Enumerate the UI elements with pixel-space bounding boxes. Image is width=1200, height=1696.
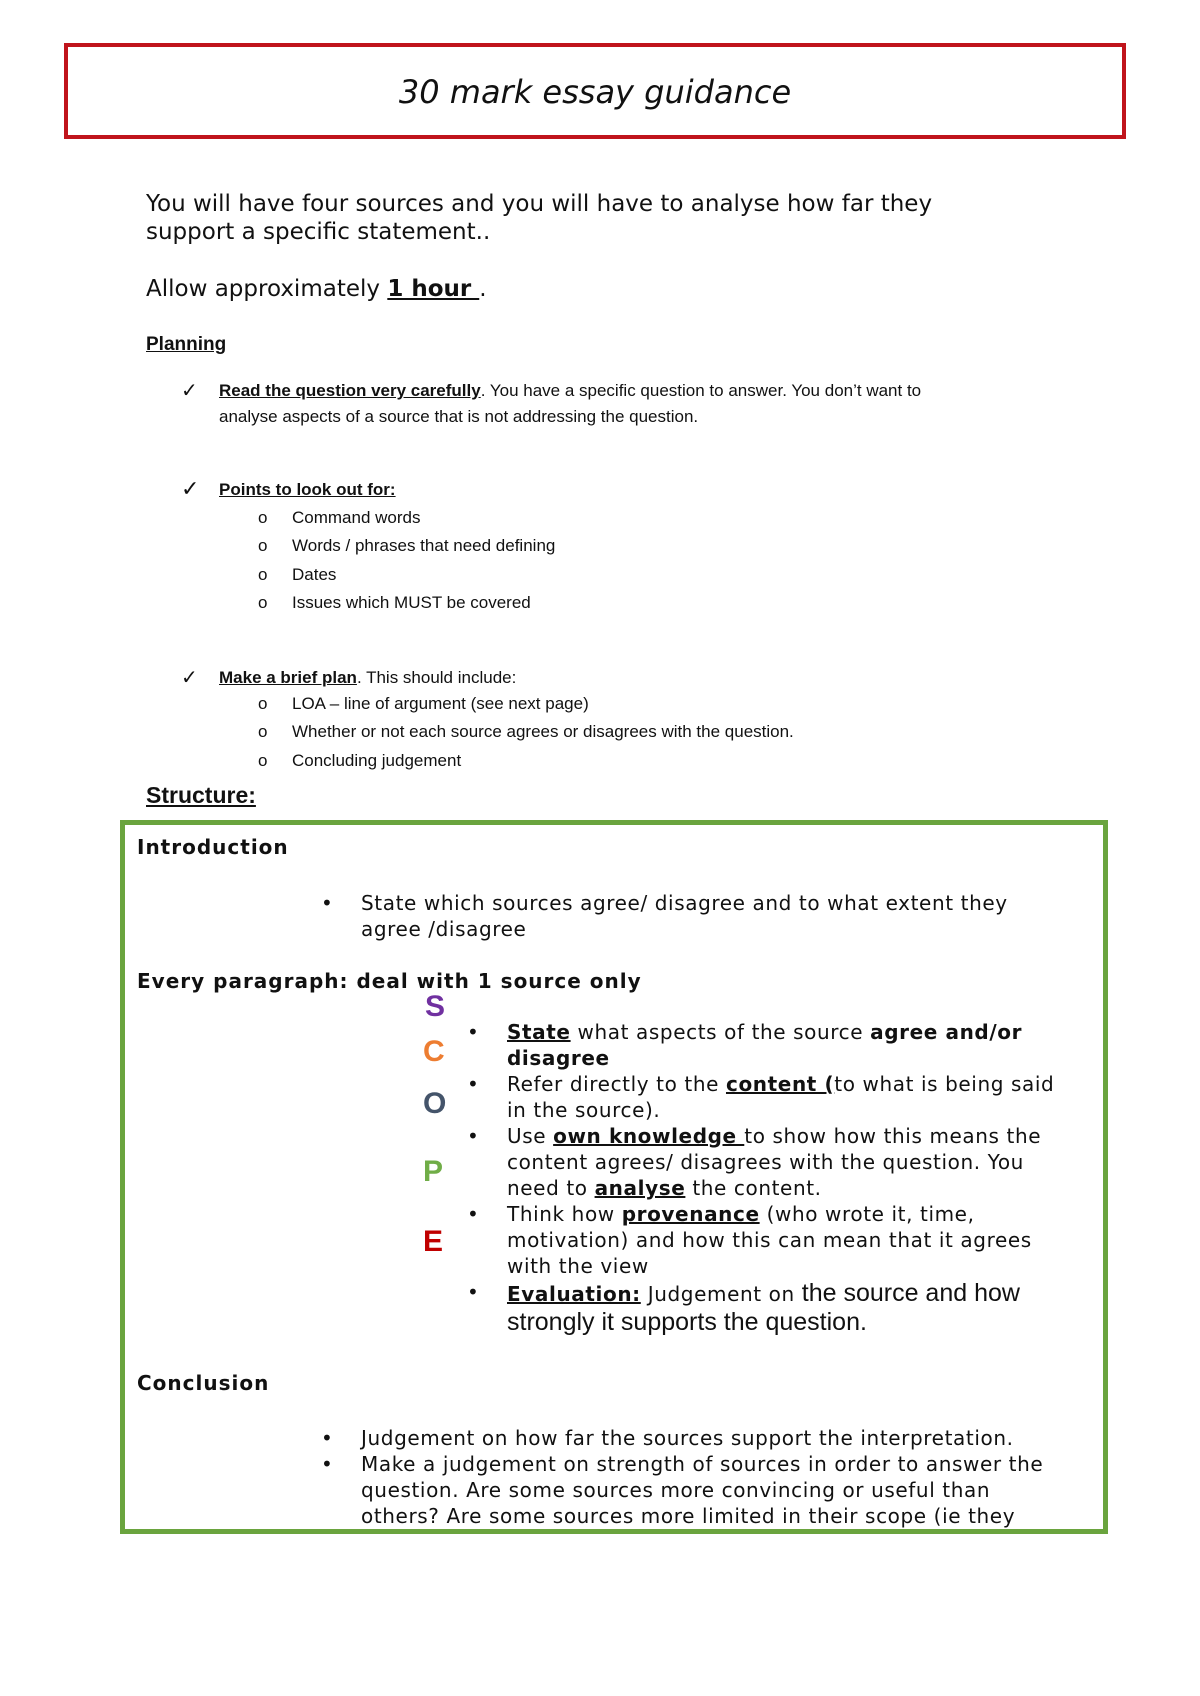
keyword: content (: [725, 1072, 835, 1096]
sub-bullet-icon: o: [258, 536, 268, 555]
intro-line-1: You will have four sources and you will have to analyse how far they: [146, 191, 933, 217]
bullet-icon: •: [321, 1452, 334, 1476]
text-line: Make a judgement on strength of sources in order to answer the: [361, 1452, 1044, 1476]
sub-bullet-icon: o: [258, 722, 268, 741]
title-box: [64, 43, 1126, 139]
scope-content-item: [507, 1071, 1107, 1123]
structure-heading: Structure:: [146, 782, 256, 808]
check-icon: ✓: [181, 378, 198, 402]
text-large: the source and how: [801, 1279, 1020, 1307]
planning-heading: Planning: [146, 334, 227, 355]
text-bold: disagree: [507, 1046, 610, 1070]
list-item: Whether or not each source agrees or disagrees with the question.: [292, 722, 794, 741]
step-lead: Make a brief plan: [219, 668, 357, 687]
keyword: State: [507, 1020, 571, 1044]
text-fragment: need to: [507, 1176, 595, 1200]
conclusion-bullet: Judgement on how far the sources support the interpretation.: [361, 1426, 1014, 1450]
scope-provenance-item: [507, 1201, 1107, 1279]
list-item: Command words: [292, 508, 421, 527]
sub-bullet-icon: o: [258, 508, 268, 527]
keyword: Evaluation:: [507, 1282, 641, 1306]
keyword: own knowledge: [553, 1124, 745, 1148]
sub-bullet-icon: o: [258, 694, 268, 713]
check-icon: ✓: [181, 665, 198, 689]
bullet-icon: •: [467, 1072, 480, 1096]
text-fragment: what aspects of the source: [570, 1020, 871, 1044]
planning-step-read-question: [219, 378, 1099, 430]
scope-letter-s: S: [425, 990, 446, 1023]
intro-paragraph: [146, 190, 1046, 246]
text-line: others? Are some sources more limited in their scope (ie they: [361, 1504, 1016, 1528]
bullet-icon: •: [467, 1202, 480, 1226]
list-item: LOA – line of argument (see next page): [292, 694, 589, 713]
text-line: content agrees/ disagrees with the question. You: [507, 1150, 1024, 1174]
text-fragment: the content.: [685, 1176, 822, 1200]
planning-step-plan: [219, 665, 516, 691]
step-text-line-2: analyse aspects of a source that is not addressing the question.: [219, 407, 699, 426]
list-item: Issues which MUST be covered: [292, 593, 531, 612]
scope-evaluation-item: [507, 1279, 1107, 1336]
keyword: analyse: [594, 1176, 686, 1200]
check-icon: ✓: [181, 477, 200, 502]
text-line: State which sources agree/ disagree and to what extent they: [361, 891, 1008, 915]
text-fragment: to show how this means the: [744, 1124, 1042, 1148]
keyword: provenance: [621, 1202, 760, 1226]
list-item: Words / phrases that need defining: [292, 536, 556, 555]
time-allowance: [146, 276, 487, 302]
sub-bullet-icon: o: [258, 565, 268, 584]
text-fragment: Think how: [507, 1202, 622, 1226]
text-line: agree /disagree: [361, 917, 527, 941]
bullet-icon: •: [467, 1280, 480, 1304]
paragraph-heading: Every paragraph: deal with 1 source only: [137, 969, 642, 993]
bullet-icon: •: [467, 1124, 480, 1148]
conclusion-heading: Conclusion: [137, 1371, 270, 1395]
text-line: in the source).: [507, 1098, 661, 1122]
scope-state-item: [507, 1019, 1107, 1071]
list-item: Concluding judgement: [292, 751, 462, 770]
planning-step-points: [219, 477, 396, 503]
scope-letter-c: C: [423, 1035, 445, 1068]
text-fragment: Use: [507, 1124, 554, 1148]
scope-letter-p: P: [423, 1155, 444, 1188]
page-title: 30 mark essay guidance: [398, 73, 792, 111]
allow-suffix: .: [479, 276, 487, 302]
introduction-bullet: [361, 890, 1081, 942]
text-fragment: to what is being said: [834, 1072, 1055, 1096]
conclusion-bullet: [361, 1451, 1101, 1529]
intro-line-2: support a specific statement..: [146, 219, 491, 245]
bullet-icon: •: [467, 1020, 480, 1044]
step-text: . You have a specific question to answer. You don’t want to: [480, 381, 922, 400]
list-item: Dates: [292, 565, 337, 584]
text-line: with the view: [507, 1254, 649, 1278]
allow-prefix: Allow approximately: [146, 276, 388, 302]
introduction-heading: Introduction: [137, 835, 289, 859]
text-large: strongly it supports the question.: [507, 1308, 867, 1336]
step-lead: Points to look out for:: [219, 480, 396, 499]
structure-box: [120, 820, 1108, 1534]
bullet-icon: •: [321, 891, 334, 915]
sub-bullet-icon: o: [258, 593, 268, 612]
step-text: . This should include:: [356, 668, 517, 687]
text-fragment: Refer directly to the: [507, 1072, 726, 1096]
text-fragment: (who wrote it, time,: [759, 1202, 975, 1226]
text-line: question. Are some sources more convincing or useful than: [361, 1478, 991, 1502]
allow-duration: 1 hour: [387, 276, 480, 302]
text-bold: agree and/or: [870, 1020, 1023, 1044]
bullet-icon: •: [321, 1426, 334, 1450]
text-line: motivation) and how this can mean that it agrees: [507, 1228, 1032, 1252]
step-lead: Read the question very carefully: [219, 381, 481, 400]
sub-bullet-icon: o: [258, 751, 268, 770]
scope-letter-e: E: [423, 1225, 444, 1258]
scope-own-knowledge-item: [507, 1123, 1107, 1201]
text-fragment: Judgement on: [640, 1282, 802, 1306]
scope-letter-o: O: [423, 1087, 447, 1120]
